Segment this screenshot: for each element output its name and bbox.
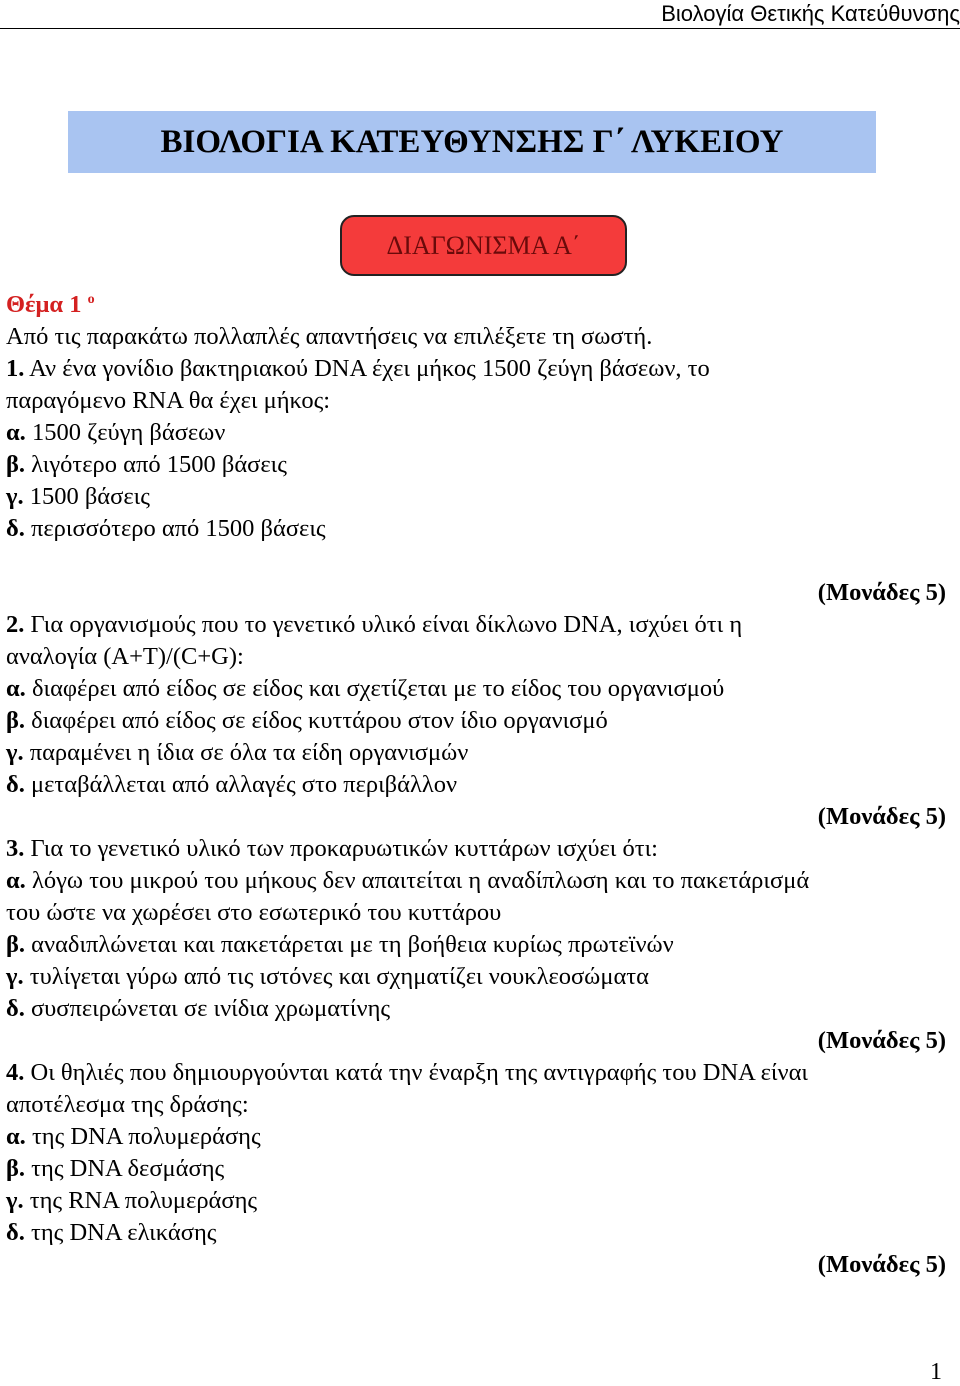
title-banner: ΒΙΟΛΟΓΙΑ ΚΑΤΕΥΘΥΝΣΗΣ Γ΄ ΛΥΚΕΙΟΥ [68, 111, 876, 173]
header-rule [614, 28, 960, 29]
theme-heading: Θέμα 1 $^o$ [6, 291, 95, 319]
marks: (Μονάδες 5) [817, 1027, 946, 1055]
option: β. διαφέρει από είδος σε είδος κυττάρου στον ίδιο οργανισμό [6, 707, 608, 735]
option: γ. της RNA πολυμεράσης [6, 1187, 258, 1215]
option: δ. περισσότερο από 1500 βάσεις [6, 515, 326, 543]
header-underline [0, 28, 614, 29]
option: β. λιγότερο από 1500 βάσεις [6, 451, 287, 479]
running-header: Βιολογία Θετικής Κατεύθυνσης [661, 1, 960, 26]
option: β. της DNA δεσμάσης [6, 1155, 225, 1183]
instruction: Από τις παρακάτω πολλαπλές απαντήσεις να επιλέξετε τη σωστή. [6, 323, 653, 351]
option: α. λόγω του μικρού του μήκους δεν απαιτείται η αναδίπλωση και το πακετάρισμά [6, 867, 810, 895]
option: δ. της DNA ελικάσης [6, 1219, 217, 1247]
option: α. διαφέρει από είδος σε είδος και σχετίζεται με το είδος του οργανισμού [6, 675, 725, 703]
option-cont: του ώστε να χωρέσει στο εσωτερικό του κυττάρου [6, 899, 502, 927]
question-1-cont: παραγόμενο RNA θα έχει μήκος: [6, 387, 331, 415]
option: δ. μεταβάλλεται από αλλαγές στο περιβάλλον [6, 771, 458, 799]
question-2: 2. Για οργανισμούς που το γενετικό υλικό είναι δίκλωνο DNA, ισχύει ότι η [6, 611, 743, 639]
question-3: 3. Για το γενετικό υλικό των προκαρυωτικών κυττάρων ισχύει ότι: [6, 835, 658, 863]
test-label: ΔΙΑΓΩΝΙΣΜΑ Α΄ [340, 215, 627, 276]
marks: (Μονάδες 5) [817, 1251, 946, 1279]
question-4: 4. Οι θηλιές που δημιουργούνται κατά την έναρξη της αντιγραφής του DNA είναι [6, 1059, 809, 1087]
question-1: 1. Αν ένα γονίδιο βακτηριακού DNA έχει μήκος 1500 ζεύγη βάσεων, το [6, 355, 710, 383]
option: γ. τυλίγεται γύρω από τις ιστόνες και σχηματίζει νουκλεοσώματα [6, 963, 649, 991]
marks: (Μονάδες 5) [817, 803, 946, 831]
question-2-cont: αναλογία (A+T)/(C+G): [6, 643, 244, 671]
option: γ. 1500 βάσεις [6, 483, 150, 511]
page-number: 1 [930, 1359, 942, 1385]
questions-body [6, 284, 946, 1281]
option: α. 1500 ζεύγη βάσεων [6, 419, 226, 447]
option: α. της DNA πολυμεράσης [6, 1123, 261, 1151]
option: γ. παραμένει η ίδια σε όλα τα είδη οργανισμών [6, 739, 469, 767]
option: δ. συσπειρώνεται σε ινίδια χρωματίνης [6, 995, 391, 1023]
question-4-cont: αποτέλεσμα της δράσης: [6, 1091, 249, 1119]
marks: (Μονάδες 5) [817, 579, 946, 607]
option: β. αναδιπλώνεται και πακετάρεται με τη βοήθεια κυρίως πρωτεϊνών [6, 931, 674, 959]
